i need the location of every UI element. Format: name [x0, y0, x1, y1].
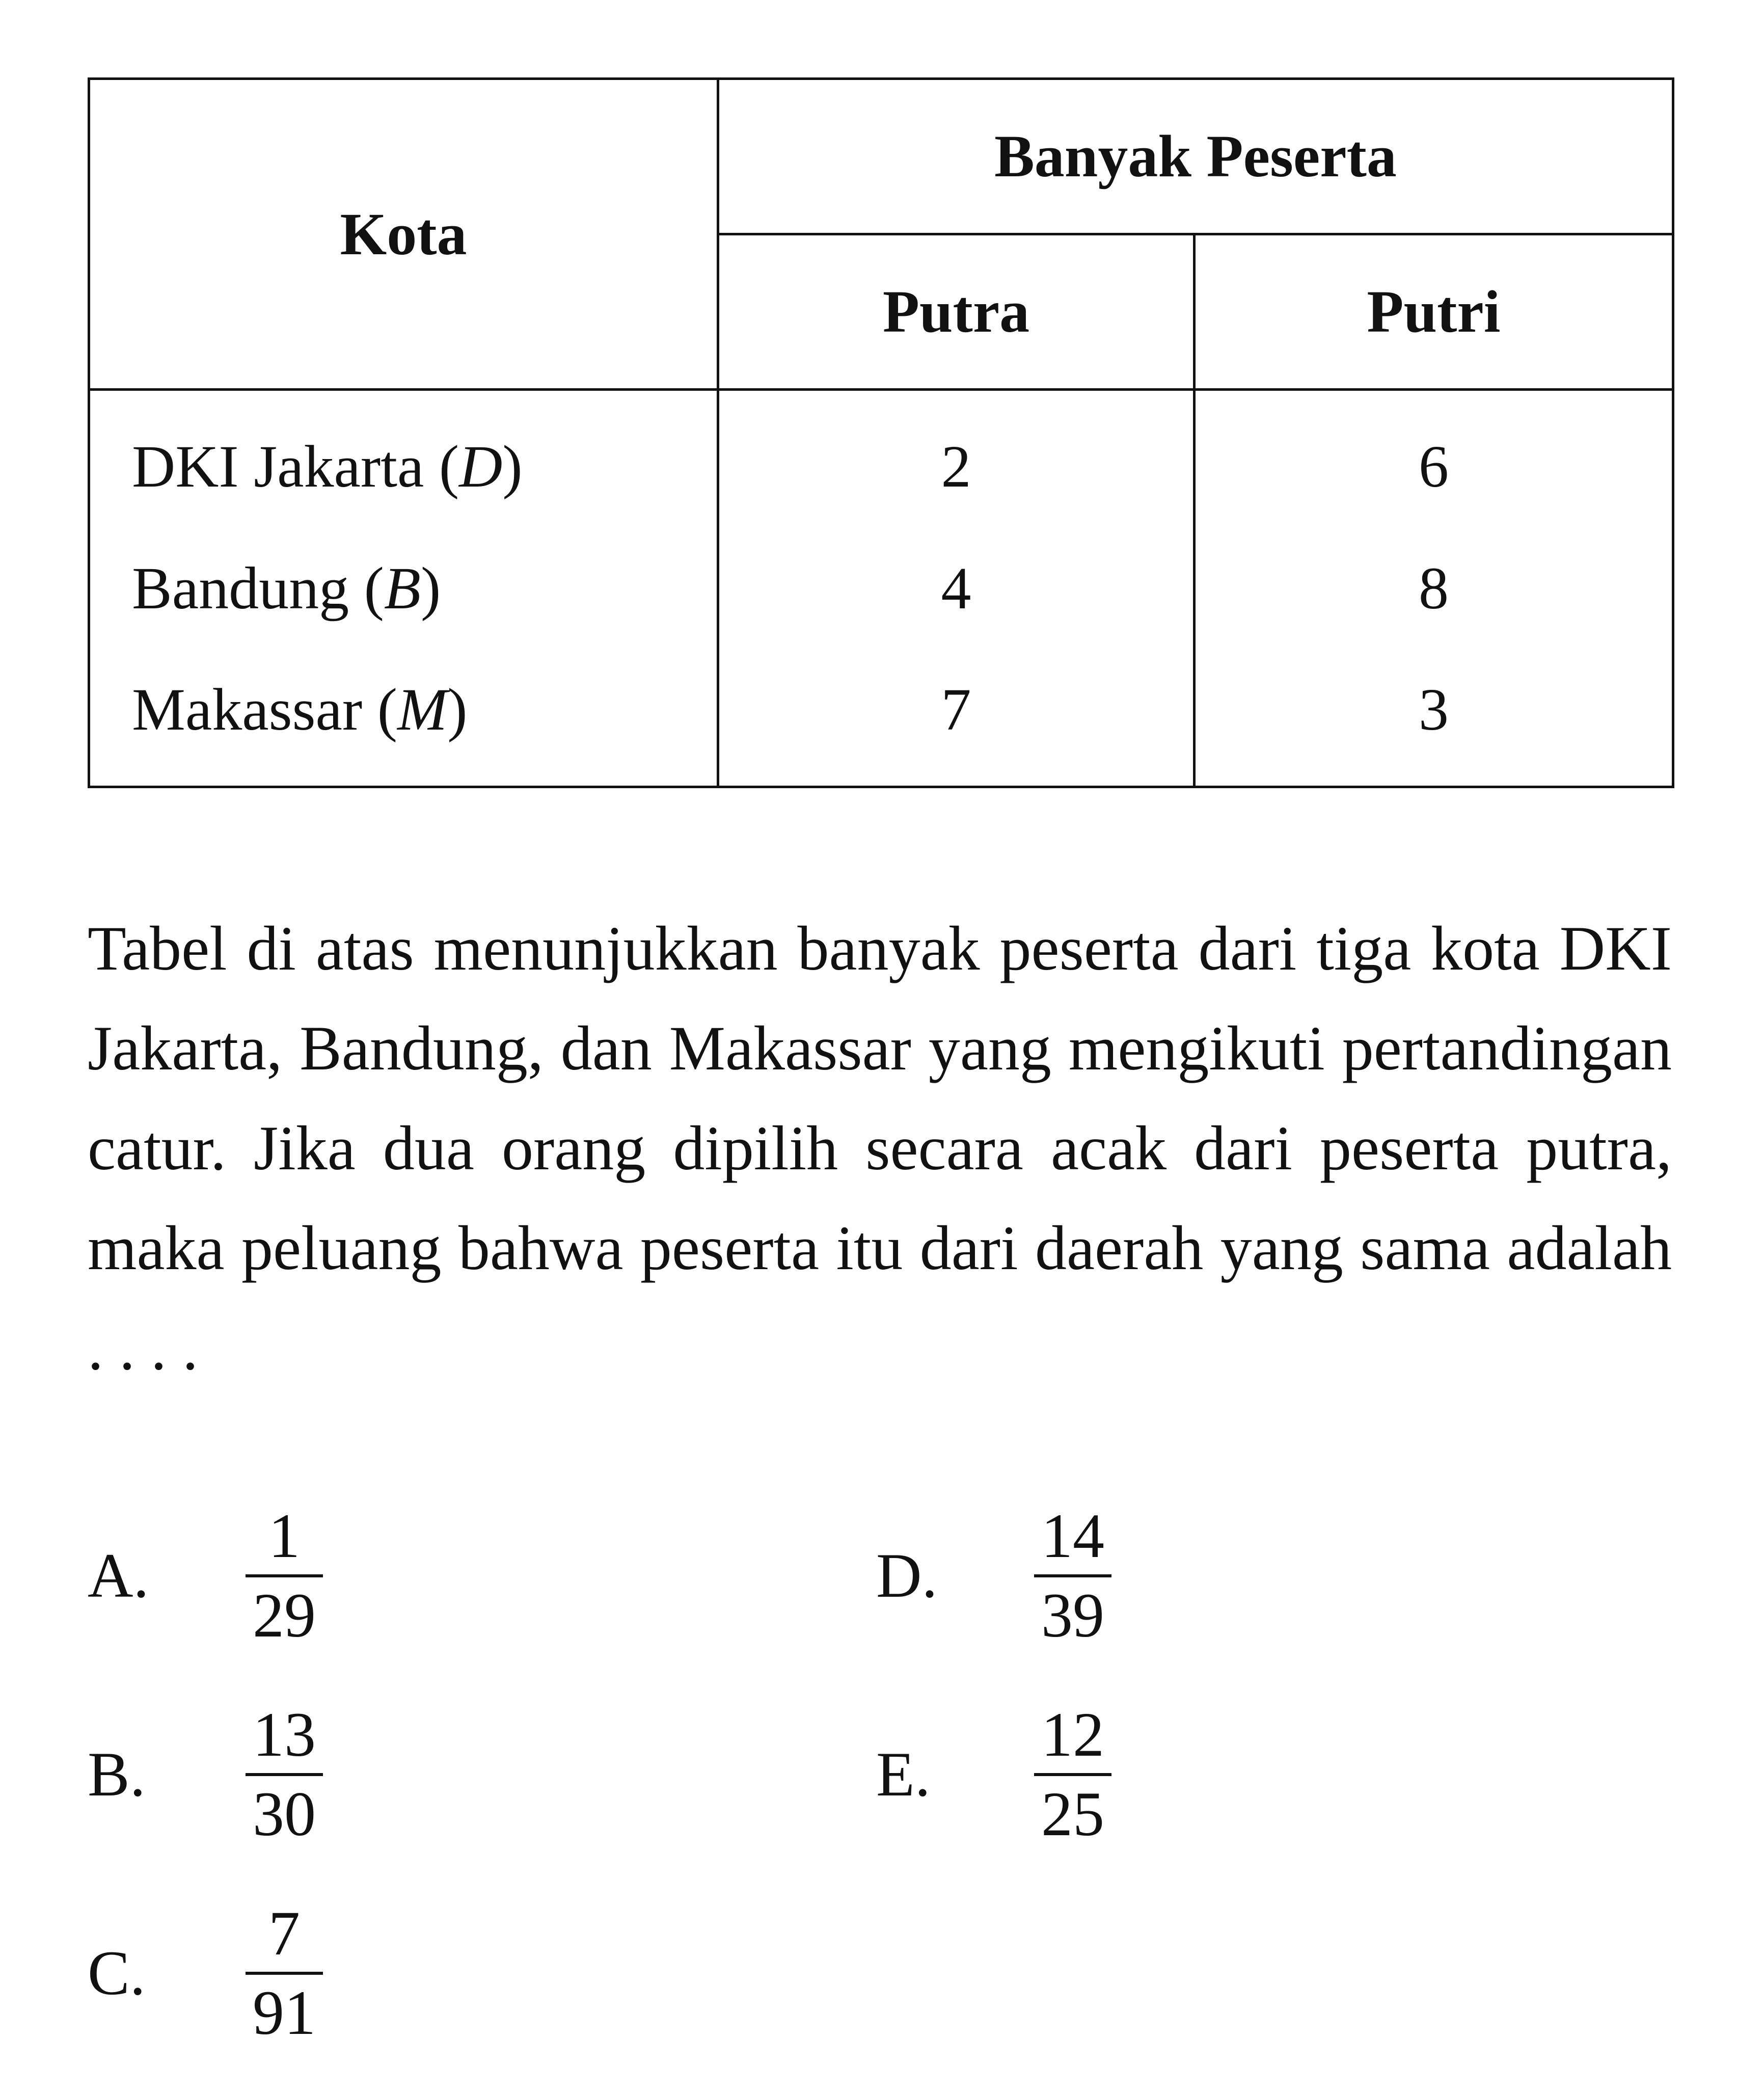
denominator: 39: [1041, 1580, 1104, 1650]
denominator: 91: [253, 1978, 316, 2048]
denominator: 25: [1041, 1779, 1104, 1849]
option-letter: A.: [88, 1541, 149, 1611]
header-participants: Banyak Peserta: [718, 79, 1673, 234]
header-female: Putri: [1195, 234, 1673, 390]
numerator: 14: [1041, 1501, 1104, 1571]
numerator: 12: [1041, 1700, 1104, 1769]
header-male: Putra: [718, 234, 1195, 390]
numerator: 1: [268, 1501, 300, 1571]
city-cell: Bandung (B): [89, 522, 718, 655]
numerator: 13: [253, 1700, 316, 1769]
participants-table: [88, 77, 1674, 788]
numerator: 7: [268, 1898, 300, 1968]
city-cell: Makassar (M): [89, 655, 718, 787]
female-count: 3: [1195, 655, 1673, 787]
city-code: D: [459, 433, 503, 500]
option-d[interactable]: [876, 1498, 1111, 1654]
denominator: 30: [253, 1779, 316, 1849]
option-e[interactable]: [876, 1697, 1111, 1853]
option-letter: B.: [88, 1739, 146, 1809]
option-fraction: [246, 1697, 323, 1853]
male-count: 7: [718, 655, 1195, 787]
male-count: 4: [718, 522, 1195, 655]
header-city: Kota: [89, 79, 718, 390]
option-fraction: [1034, 1697, 1111, 1853]
option-fraction: [1034, 1498, 1111, 1654]
denominator: 29: [253, 1580, 316, 1650]
table-row-bandung: [89, 522, 1673, 655]
city-name: Bandung: [132, 554, 349, 622]
city-code: M: [397, 676, 448, 743]
male-count: 2: [718, 390, 1195, 522]
option-c[interactable]: [88, 1895, 323, 2051]
option-fraction: [246, 1498, 323, 1654]
city-name: Makassar: [132, 676, 363, 743]
table-row-makassar: [89, 655, 1673, 787]
city-name: DKI Jakarta: [132, 433, 424, 500]
female-count: 8: [1195, 522, 1673, 655]
option-a[interactable]: [88, 1498, 323, 1654]
table-row-jakarta: [89, 390, 1673, 522]
option-letter: C.: [88, 1938, 146, 2008]
option-b[interactable]: [88, 1697, 323, 1853]
city-cell: DKI Jakarta (D): [89, 390, 718, 522]
female-count: 6: [1195, 390, 1673, 522]
city-code: B: [384, 554, 421, 622]
option-letter: E.: [876, 1739, 931, 1809]
option-fraction: [246, 1895, 323, 2051]
option-letter: D.: [876, 1541, 938, 1611]
question-text: Tabel di atas menunjukkan banyak peserta dari tiga kota DKI Jakarta, Bandung, dan Makassar yang mengikuti pertandingan catur. Jika dua orang dipilih secara acak dari peserta putra, maka peluang bahwa peserta itu dari daerah yang sama adalah . . . .: [88, 914, 1672, 1383]
